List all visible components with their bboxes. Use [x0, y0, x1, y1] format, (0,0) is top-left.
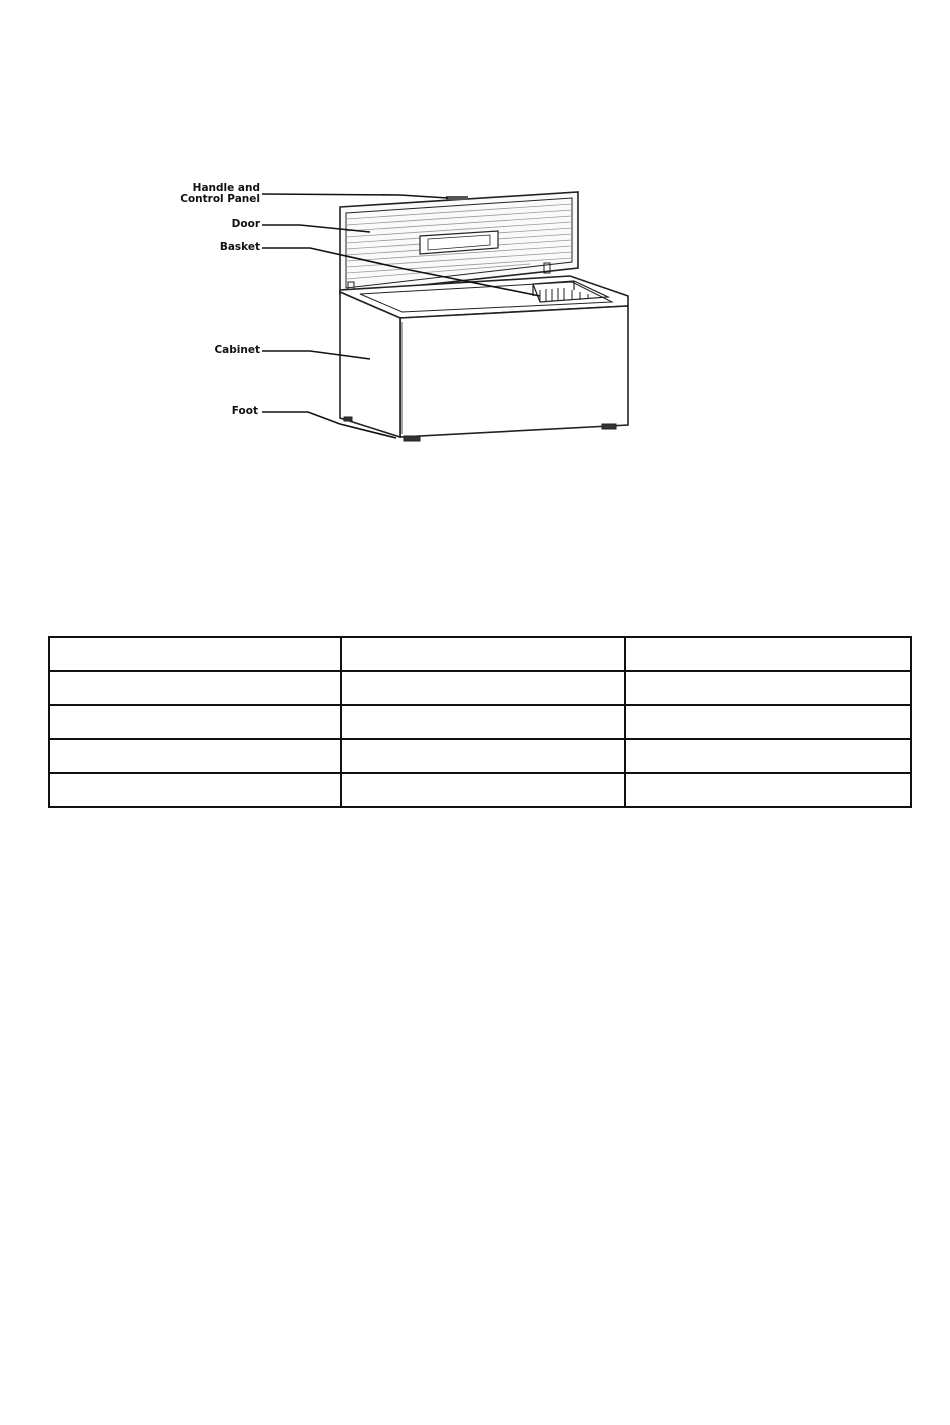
- table-row: [49, 637, 911, 671]
- table-cell: [341, 637, 625, 671]
- label-handle-control-panel: Handle and Control Panel: [180, 182, 260, 205]
- spec-table: [48, 636, 912, 808]
- table-cell: [625, 773, 911, 807]
- freezer-cabinet: [340, 276, 628, 437]
- table-cell: [625, 739, 911, 773]
- table-cell: [49, 637, 341, 671]
- chest-freezer-illustration: [0, 0, 950, 520]
- table-cell: [49, 739, 341, 773]
- freezer-diagram: [0, 0, 950, 520]
- table-cell: [625, 637, 911, 671]
- label-basket: Basket: [219, 241, 260, 253]
- table-cell: [625, 671, 911, 705]
- table-cell: [49, 773, 341, 807]
- label-cabinet: Cabinet: [214, 344, 260, 356]
- table-cell: [49, 705, 341, 739]
- table-cell: [341, 739, 625, 773]
- table-row: [49, 705, 911, 739]
- table-cell: [625, 705, 911, 739]
- table-cell: [341, 705, 625, 739]
- table-row: [49, 671, 911, 705]
- table-row: [49, 739, 911, 773]
- table-cell: [341, 773, 625, 807]
- table-row: [49, 773, 911, 807]
- label-door: Door: [231, 218, 260, 230]
- table-cell: [49, 671, 341, 705]
- table-cell: [341, 671, 625, 705]
- label-foot: Foot: [231, 405, 258, 417]
